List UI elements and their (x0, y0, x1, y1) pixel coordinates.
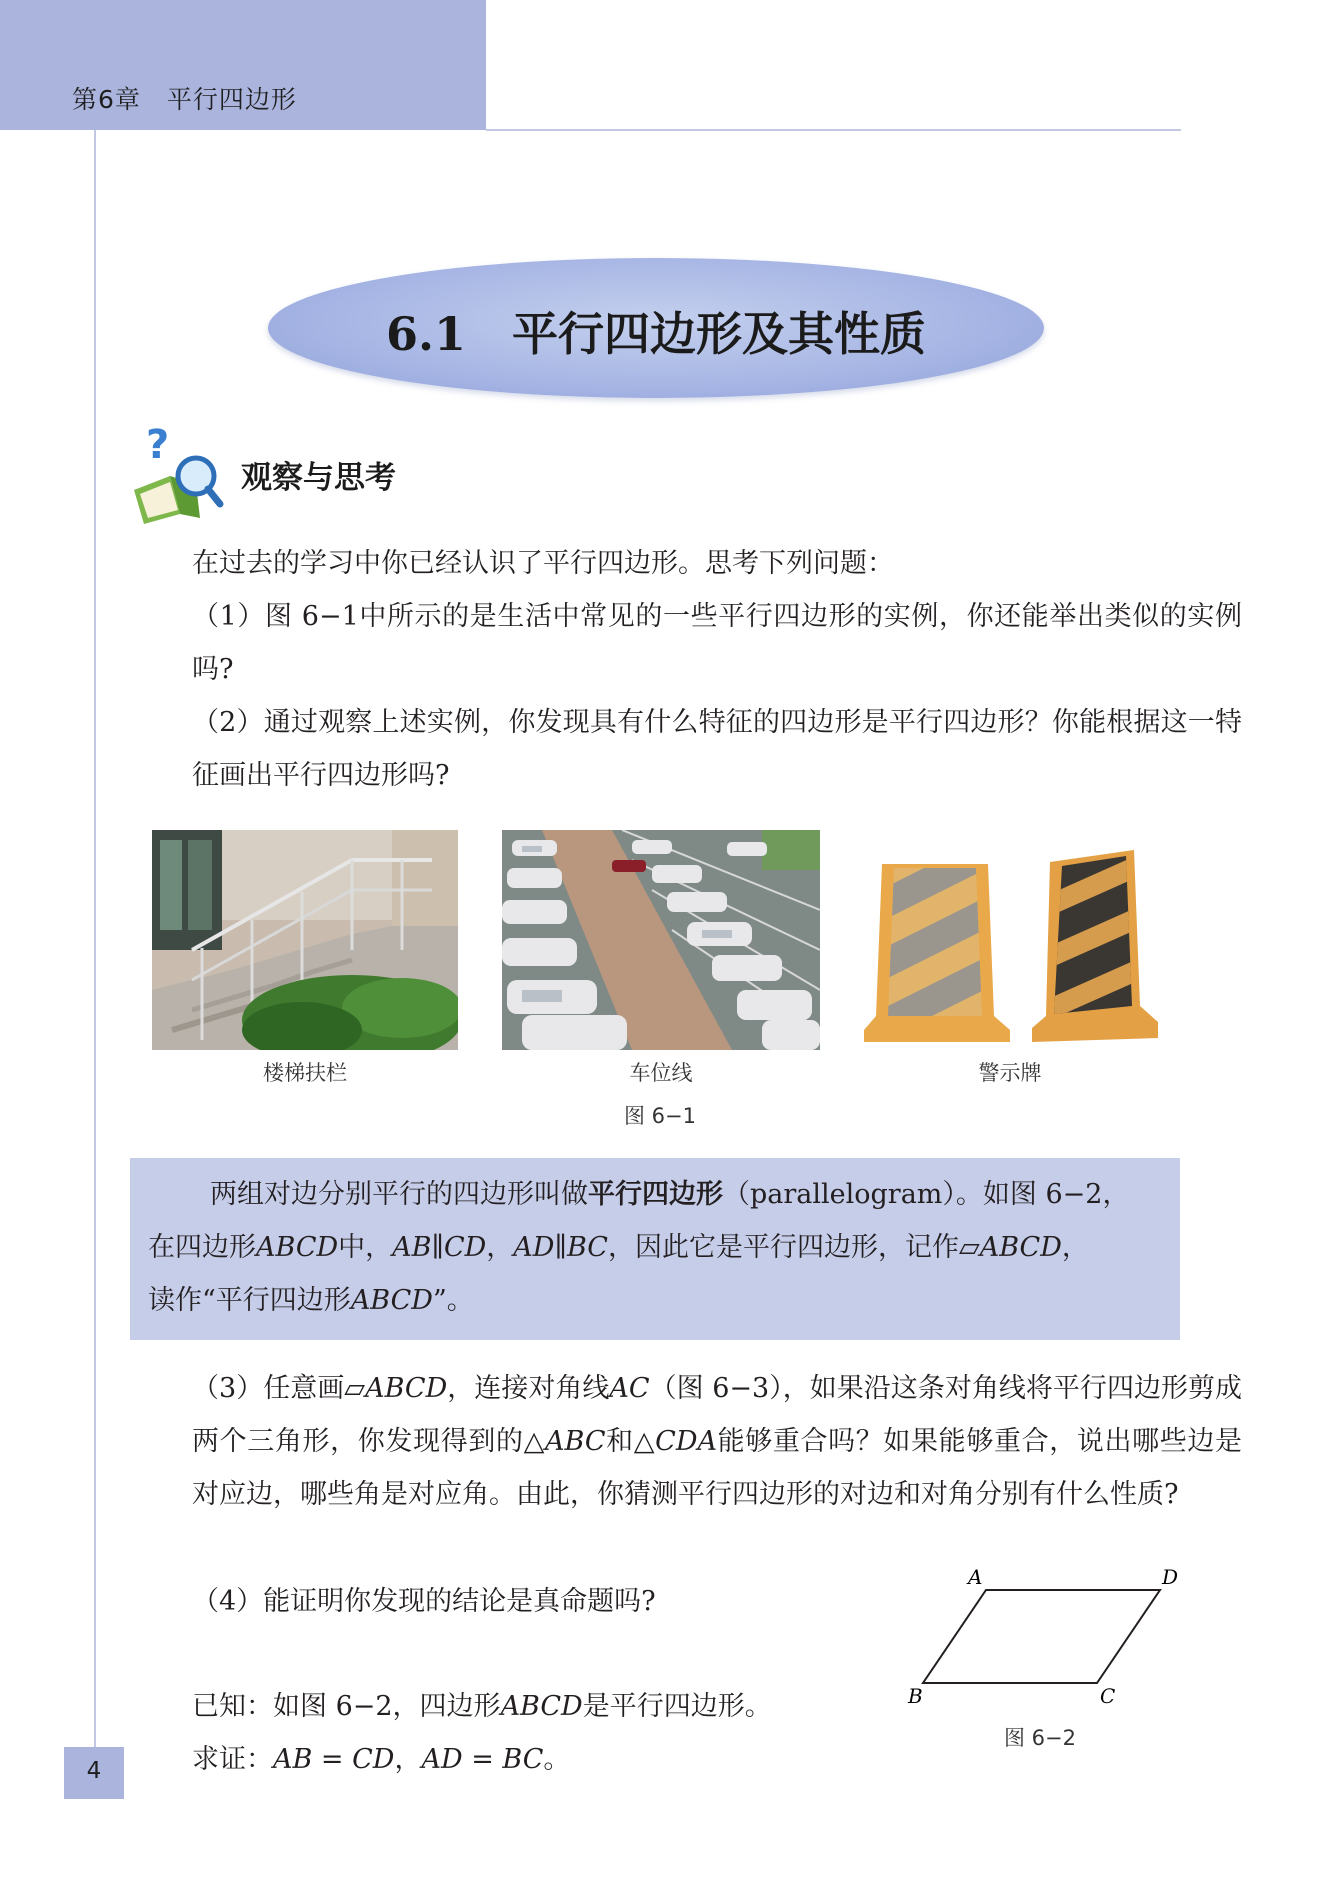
figure-caption-warning-sign: 警示牌 (978, 1061, 1042, 1085)
question-3: （3）任意画▱ABCD，连接对角线AC（图 6−3），如果沿这条对角线将平行四边形剪成两个三角形，你发现得到的△ABC和△CDA能够重合吗？如果能够重合，说出哪些边是对应边，哪些角是对应角。由此，你猜测平行四边形的对边和对角分别有什么性质? (192, 1373, 1243, 1510)
section-heading: 观察与思考 (241, 460, 396, 496)
figure-caption-stair-railing: 楼梯扶栏 (263, 1061, 347, 1085)
question-2: （2）通过观察上述实例，你发现具有什么特征的四边形是平行四边形？你能根据这一特征画出平行四边形吗? (192, 707, 1242, 791)
book-magnifier-question-icon (128, 418, 228, 526)
figure-caption-parking-lines: 车位线 (629, 1061, 693, 1085)
prove-statement: 求证：AB = CD，AD = BC。 (192, 1744, 571, 1775)
vertex-label-c: C (1100, 1684, 1116, 1708)
svg-text:?: ? (146, 422, 170, 468)
vertex-label-d: D (1162, 1565, 1179, 1589)
parallelogram-abcd (923, 1590, 1160, 1683)
parking-lines-photo (502, 830, 820, 1050)
chapter-title: 第6章 平行四边形 (72, 85, 297, 114)
figure-label-6-1: 图 6−1 (624, 1104, 696, 1128)
parallelogram-diagram (890, 1560, 1190, 1710)
header-rule (486, 129, 1181, 131)
intro-paragraph: 在过去的学习中你已经认识了平行四边形。思考下列问题： (192, 548, 894, 579)
stair-railing-photo (152, 830, 458, 1050)
figure-label-6-2: 图 6−2 (1004, 1726, 1076, 1750)
vertex-label-b: B (908, 1684, 923, 1708)
definition-text: 两组对边分别平行的四边形叫做平行四边形（parallelogram）。如图 6−2， 在四边形ABCD中，AB∥CD，AD∥BC，因此它是平行四边形，记作▱ABCD， 读作“平行四边形ABCD”。 (148, 1179, 1130, 1316)
section-title: 6.1 平行四边形及其性质 (385, 307, 927, 361)
given-statement: 已知：如图 6−2，四边形ABCD是平行四边形。 (192, 1691, 772, 1722)
margin-rule (94, 130, 96, 1755)
page-number: 4 (86, 1758, 102, 1784)
definition-term: 平行四边形 (588, 1179, 723, 1210)
question-4: （4）能证明你发现的结论是真命题吗? (192, 1586, 656, 1617)
vertex-label-a: A (968, 1565, 983, 1589)
warning-sign-photo (864, 846, 1164, 1046)
question-1: （1）图 6−1中所示的是生活中常见的一些平行四边形的实例，你还能举出类似的实例吗? (192, 601, 1242, 685)
